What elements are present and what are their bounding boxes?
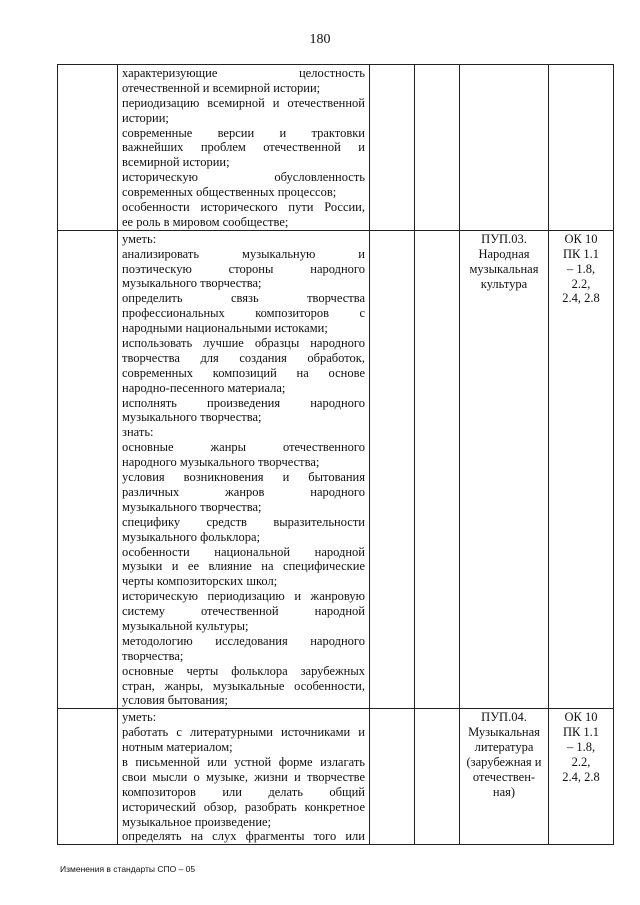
requirement-line: поэтическую стороны народного: [122, 261, 365, 276]
competence-line: – 1.8,: [566, 261, 596, 276]
module-line: Народная: [478, 246, 530, 261]
module-cell: [460, 65, 549, 231]
competence-line: ПК 1.1: [562, 246, 600, 261]
requirement-line: исторический обзор, разобрать конкретное: [122, 799, 365, 814]
module-line: ная): [492, 784, 516, 799]
hours-max-cell: [370, 230, 415, 709]
requirement-line: уметь:: [122, 231, 157, 246]
competence-line: 2.4, 2.8: [562, 291, 600, 306]
competency-table: [57, 64, 614, 845]
requirement-line: музыкальное произведение;: [122, 814, 272, 829]
requirement-line: определять на слух фрагменты того или: [122, 829, 365, 844]
requirement-line: свои мысли о музыке, жизни и творчестве: [122, 769, 365, 784]
competence-line: ОК 10: [564, 710, 598, 725]
requirement-line: уметь:: [122, 710, 157, 725]
index-cell: [58, 65, 118, 231]
requirements-cell: [118, 709, 370, 845]
competence-cell: [549, 65, 614, 231]
requirements-cell: [118, 230, 370, 709]
module-line: Музыкальная: [468, 725, 540, 740]
requirement-line: современных композиций на основе: [122, 365, 365, 380]
requirements-cell: [118, 65, 370, 231]
requirement-line: анализировать музыкальную и: [122, 246, 365, 261]
page-number: 180: [309, 32, 331, 47]
requirement-line: народного музыкального творчества;: [122, 455, 320, 470]
requirement-line: историческую обусловленность: [122, 170, 365, 185]
hours-required-cell: [415, 65, 460, 231]
hours-required-cell: [415, 230, 460, 709]
module-cell: [460, 230, 549, 709]
requirement-line: стран, жанры, музыкальные особенности,: [122, 678, 365, 693]
requirement-line: историческую периодизацию и жанровую: [122, 589, 365, 604]
requirement-line: музыкальной культуры;: [122, 618, 249, 633]
requirement-line: творчества;: [122, 648, 184, 663]
requirement-line: музыкального фольклора;: [122, 529, 261, 544]
index-cell: [58, 709, 118, 845]
competence-line: ОК 10: [564, 231, 598, 246]
requirement-line: музыкального творчества;: [122, 276, 262, 291]
requirement-line: исполнять произведения народного: [122, 395, 365, 410]
table-row: [58, 230, 614, 709]
module-line: (зарубежная и: [466, 755, 542, 770]
hours-required-cell: [415, 709, 460, 845]
requirement-line: современные версии и трактовки: [122, 125, 365, 140]
requirement-line: характеризующие целостность: [122, 66, 365, 80]
requirement-line: музыкального творчества;: [122, 499, 262, 514]
requirement-line: всемирной истории;: [122, 155, 230, 170]
requirement-line: народными национальными истоками;: [122, 321, 328, 336]
requirement-line: важнейших проблем отечественной и: [122, 140, 365, 155]
competence-line: 2.2,: [571, 755, 591, 770]
requirement-line: использовать лучшие образцы народного: [122, 336, 365, 351]
competence-cell: [549, 230, 614, 709]
module-line: культура: [480, 276, 528, 291]
competence-line: 2.4, 2.8: [562, 769, 600, 784]
requirement-line: систему отечественной народной: [122, 604, 365, 619]
requirement-line: основные черты фольклора зарубежных: [122, 663, 365, 678]
table-row: [58, 709, 614, 845]
requirement-line: музыкального творчества;: [122, 410, 262, 425]
requirement-line: творчества для создания обработок,: [122, 350, 365, 365]
module-line: ПУП.03.: [481, 231, 527, 246]
hours-max-cell: [370, 65, 415, 231]
requirement-line: нотным материалом;: [122, 740, 233, 755]
requirement-line: методологию исследования народного: [122, 633, 365, 648]
hours-max-cell: [370, 709, 415, 845]
requirement-line: современных общественных процессов;: [122, 185, 337, 200]
requirement-line: народно-песенного материала;: [122, 380, 286, 395]
competence-line: 2.2,: [571, 276, 591, 291]
footer-note: Изменения в стандарты СПО – 05: [60, 864, 196, 874]
module-line: отечествен-: [472, 769, 536, 784]
module-line: музыкальная: [469, 261, 539, 276]
requirement-line: в письменной или устной форме излагать: [122, 754, 365, 769]
module-cell: [460, 709, 549, 845]
requirement-line: периодизацию всемирной и отечественной: [122, 95, 365, 110]
requirement-line: работать с литературными источниками и: [122, 725, 365, 740]
requirement-line: основные жанры отечественного: [122, 440, 365, 455]
requirement-line: отечественной и всемирной истории;: [122, 80, 321, 95]
requirement-line: различных жанров народного: [122, 484, 365, 499]
table-row: [58, 65, 614, 231]
competence-line: – 1.8,: [566, 740, 596, 755]
competence-cell: [549, 709, 614, 845]
requirement-line: определить связь творчества: [122, 291, 365, 306]
module-line: литература: [474, 740, 534, 755]
requirement-line: условия бытования;: [122, 693, 228, 708]
competence-line: ПК 1.1: [562, 725, 600, 740]
requirement-line: особенности исторического пути России,: [122, 200, 365, 215]
requirement-line: композиторов или делать общий: [122, 784, 365, 799]
requirement-line: черты композиторских школ;: [122, 574, 278, 589]
module-line: ПУП.04.: [481, 710, 527, 725]
requirement-line: знать:: [122, 425, 154, 440]
requirement-line: условия возникновения и бытования: [122, 470, 365, 485]
requirement-line: профессиональных композиторов с: [122, 306, 365, 321]
index-cell: [58, 230, 118, 709]
requirement-line: ее роль в мировом сообществе;: [122, 214, 289, 229]
requirement-line: музыки и ее влияние на специфические: [122, 559, 365, 574]
requirement-line: специфику средств выразительности: [122, 514, 365, 529]
requirement-line: особенности национальной народной: [122, 544, 365, 559]
requirement-line: истории;: [122, 110, 169, 125]
